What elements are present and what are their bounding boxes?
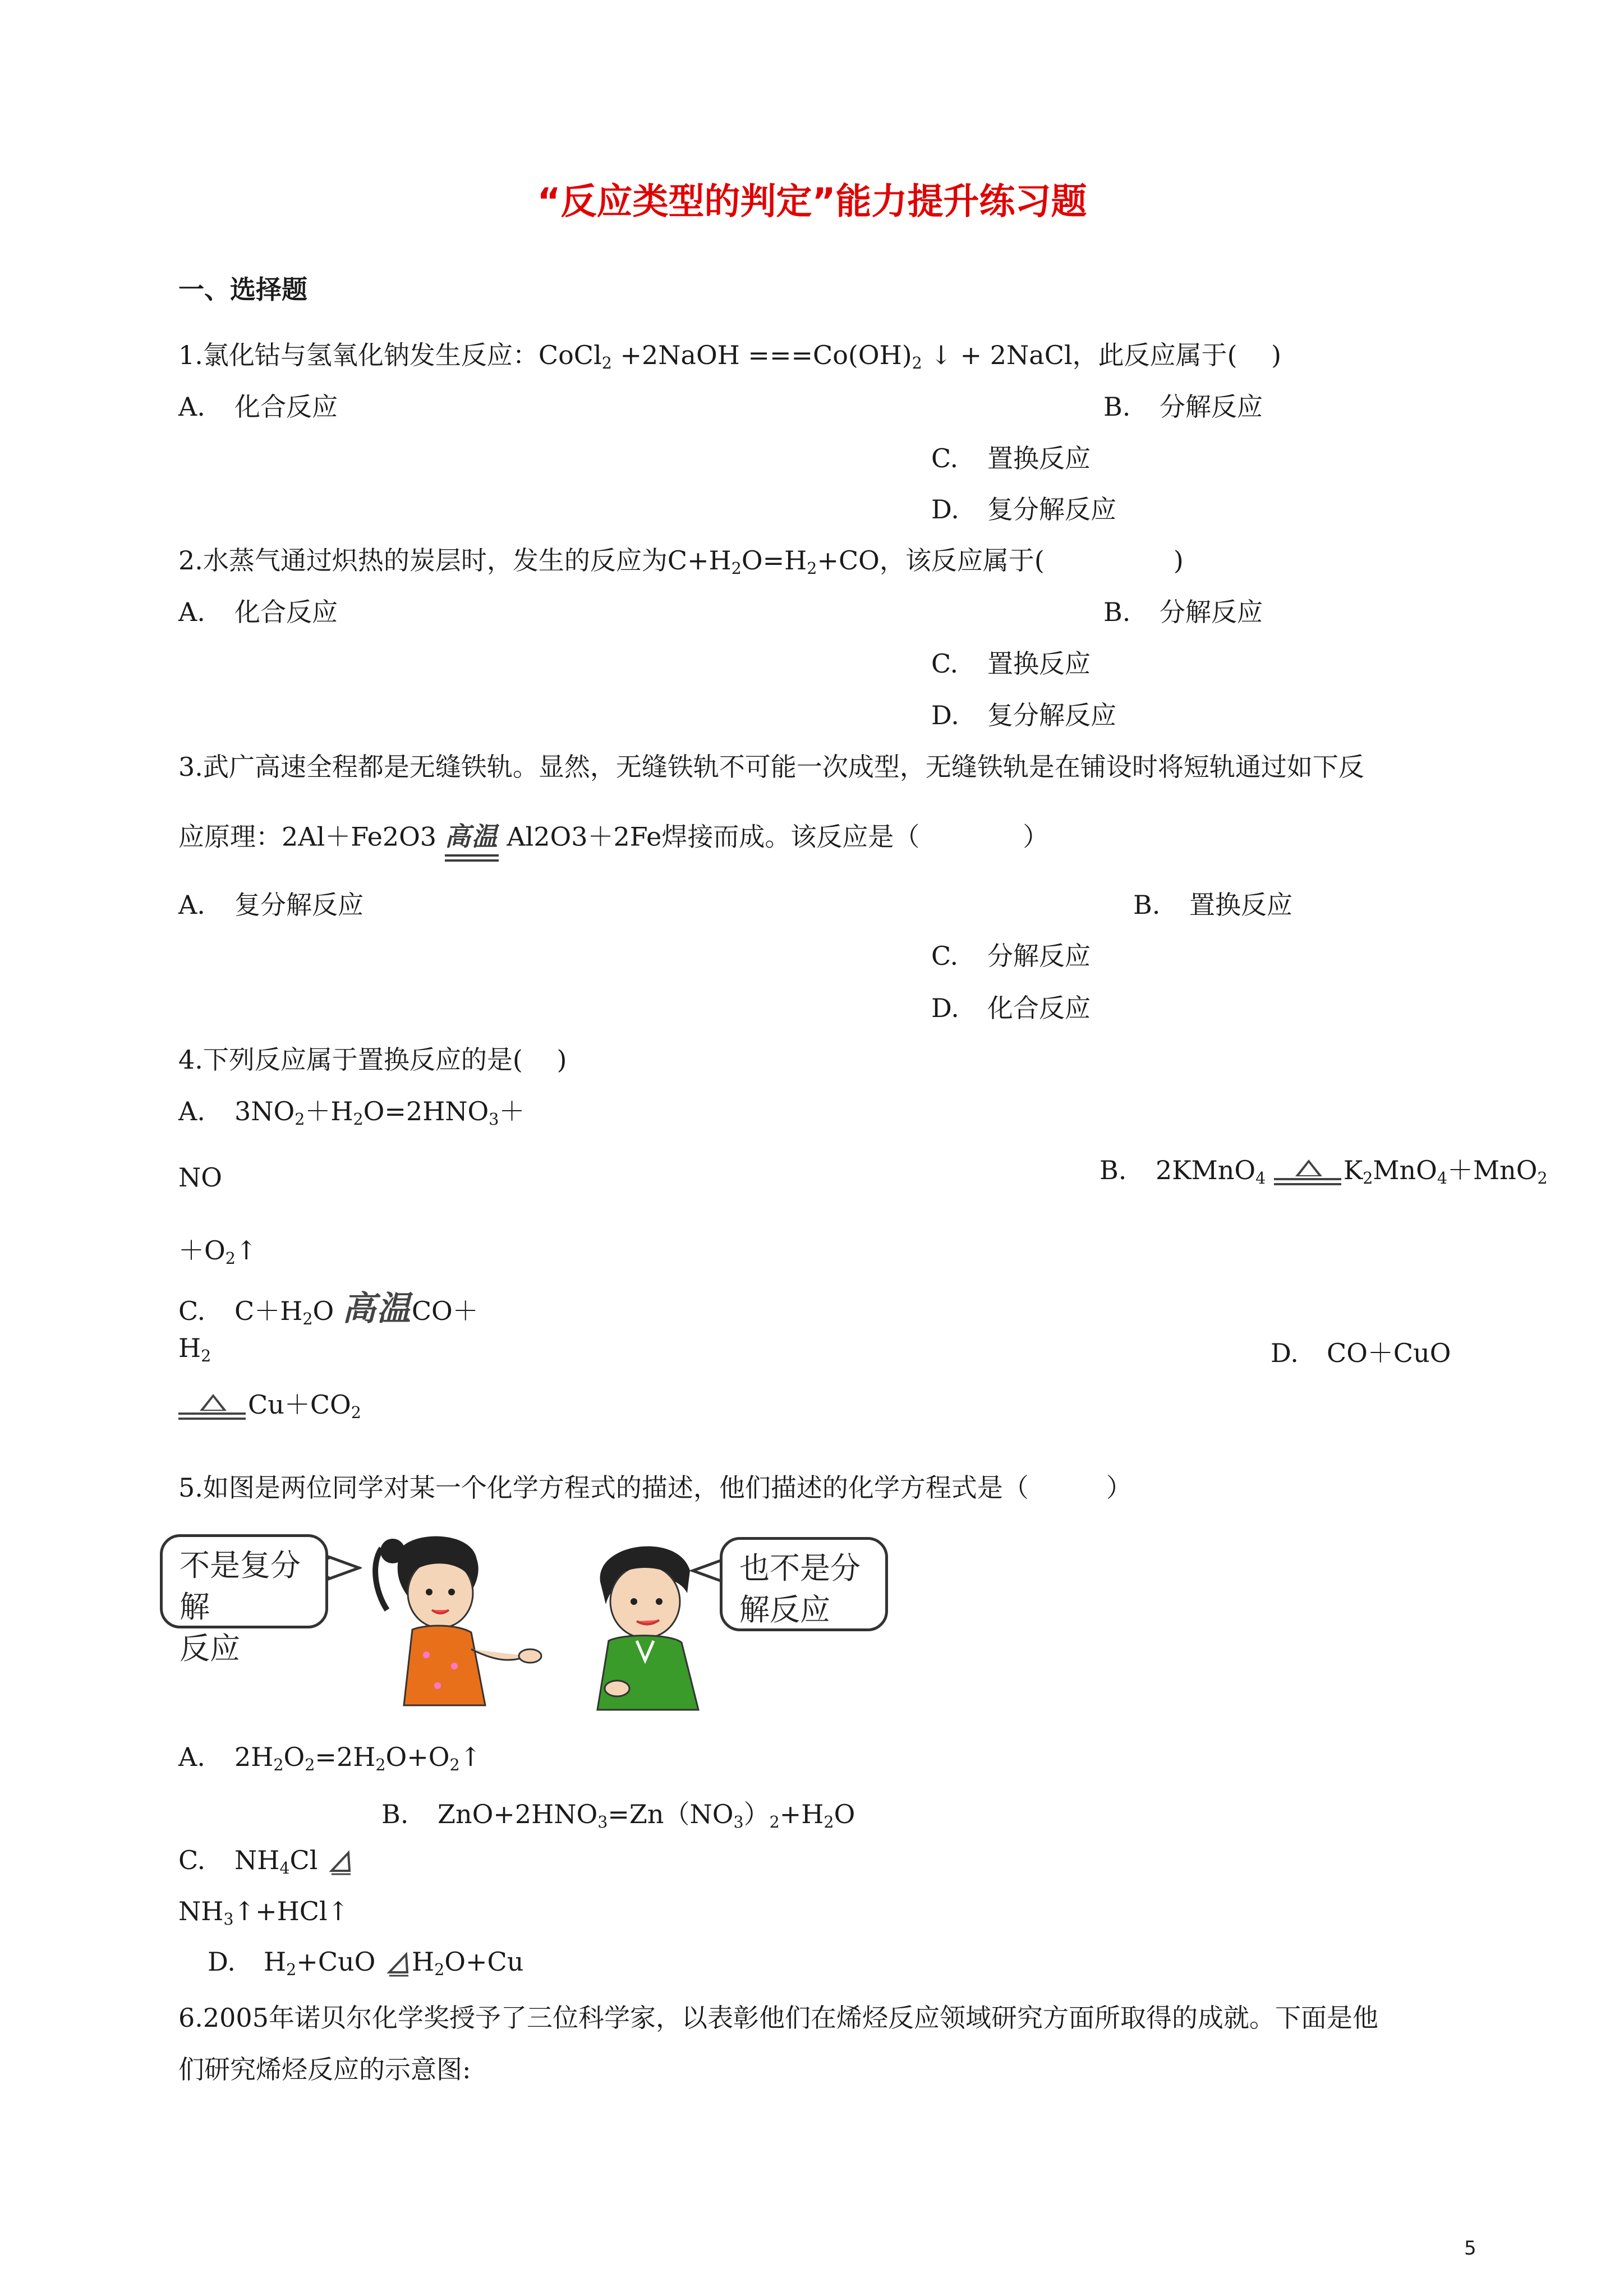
question-6-line-2: 们研究烯烃反应的示意图:	[178, 2054, 471, 2085]
page-title: “反应类型的判定”能力提升练习题	[537, 181, 1087, 223]
heating-condition-icon	[384, 1950, 412, 1978]
speech-bubble-left: 不是复分解 反应	[160, 1534, 328, 1628]
question-1-stem: 1.氯化钴与氢氧化钠发生反应：CoCl$_2$ +2NaOH $===Co(OH)_2$ ↓ + 2NaCl，此反应属于( )	[178, 340, 1282, 372]
page-number: 5	[1464, 2237, 1476, 2260]
q2-option-a[interactable]: A. 化合反应	[178, 597, 338, 627]
heating-condition	[178, 1394, 248, 1420]
q2-option-d[interactable]: D. 复分解反应	[931, 700, 1116, 730]
q5-option-a[interactable]: A. $2H_2O_2=2H_2O+O_2↑$	[178, 1742, 482, 1774]
q2-option-c[interactable]: C. 置换反应	[931, 648, 1091, 679]
q1-option-c[interactable]: C. 置换反应	[931, 443, 1091, 473]
q1-option-b[interactable]: B. 分解反应	[1103, 392, 1263, 422]
speech-bubble-left-tail	[328, 1554, 362, 1588]
q2-option-b[interactable]: B. 分解反应	[1103, 597, 1263, 627]
q4-option-d-continued: $Cu+CO_2$	[178, 1384, 361, 1421]
high-temperature-condition: 高温	[342, 1289, 412, 1328]
question-4-stem: 4.下列反应属于置换反应的是( )	[178, 1045, 567, 1075]
question-5-stem: 5.如图是两位同学对某一个化学方程式的描述，他们描述的化学方程式是（ ）	[178, 1473, 1132, 1503]
q4-option-b-continued: $+O_2↑$	[178, 1235, 257, 1268]
q5-option-d[interactable]: D. $H_2+CuO$ $H_2O+Cu$	[208, 1947, 524, 1979]
q3-option-b[interactable]: B. 置换反应	[1133, 890, 1292, 920]
question-3-line-1: 3.武广高速全程都是无缝铁轨。显然，无缝铁轨不可能一次成型，无缝铁轨是在铺设时将短轨通过如下反	[178, 752, 1364, 782]
heating-condition	[1274, 1159, 1344, 1185]
q5-option-b[interactable]: B. $ZnO+2HNO_3=Zn(NO_3)_2+H_2O$	[381, 1799, 855, 1832]
speech-bubble-right: 也不是分 解反应	[720, 1537, 888, 1631]
q4-option-d[interactable]: D. CO＋CuO	[1271, 1338, 1451, 1368]
q3-option-a[interactable]: A. 复分解反应	[178, 890, 364, 920]
high-temperature-condition: 高温	[445, 816, 499, 862]
q5-option-c-continued: $NH_3↑+HCl↑$	[178, 1896, 349, 1929]
question-3-line-2: 应原理：2Al＋Fe2O3 高温 Al2O3＋2Fe焊接而成。该反应是（ ）	[178, 816, 1048, 862]
question-2-stem: 2.水蒸气通过炽热的炭层时，发生的反应为$C+H_2O=H_2+CO$，该反应属于( )	[178, 545, 1184, 578]
q1-option-d[interactable]: D. 复分解反应	[931, 494, 1116, 524]
q4-option-a[interactable]: A. $3NO_2+H_2O=2HNO_3+$	[178, 1096, 525, 1129]
heating-condition-icon	[326, 1848, 354, 1876]
q4-option-a-continued: NO	[178, 1162, 222, 1193]
girl-student-illustration	[359, 1526, 550, 1711]
speech-bubble-right-tail	[690, 1557, 724, 1590]
q3-option-c[interactable]: C. 分解反应	[931, 941, 1091, 971]
q3-option-d[interactable]: D. 化合反应	[931, 993, 1091, 1023]
q1-option-a[interactable]: A. 化合反应	[178, 392, 338, 422]
section-heading: 一、选择题	[178, 274, 307, 305]
q5-option-c[interactable]: C. $NH_4Cl$	[178, 1845, 354, 1876]
q4-option-c[interactable]: C. $C+H_2O$ 高温CO＋	[178, 1289, 479, 1328]
q4-option-b[interactable]: B. 2KMnO$_4$ $K_2MnO_4+MnO_2$	[1099, 1155, 1548, 1188]
question-6-line-1: 6.2005年诺贝尔化学奖授予了三位科学家，以表彰他们在烯烃反应领域研究方面所取得的成就。下面是他	[178, 2003, 1378, 2033]
q4-option-c-continued: $H_2$	[178, 1333, 211, 1365]
